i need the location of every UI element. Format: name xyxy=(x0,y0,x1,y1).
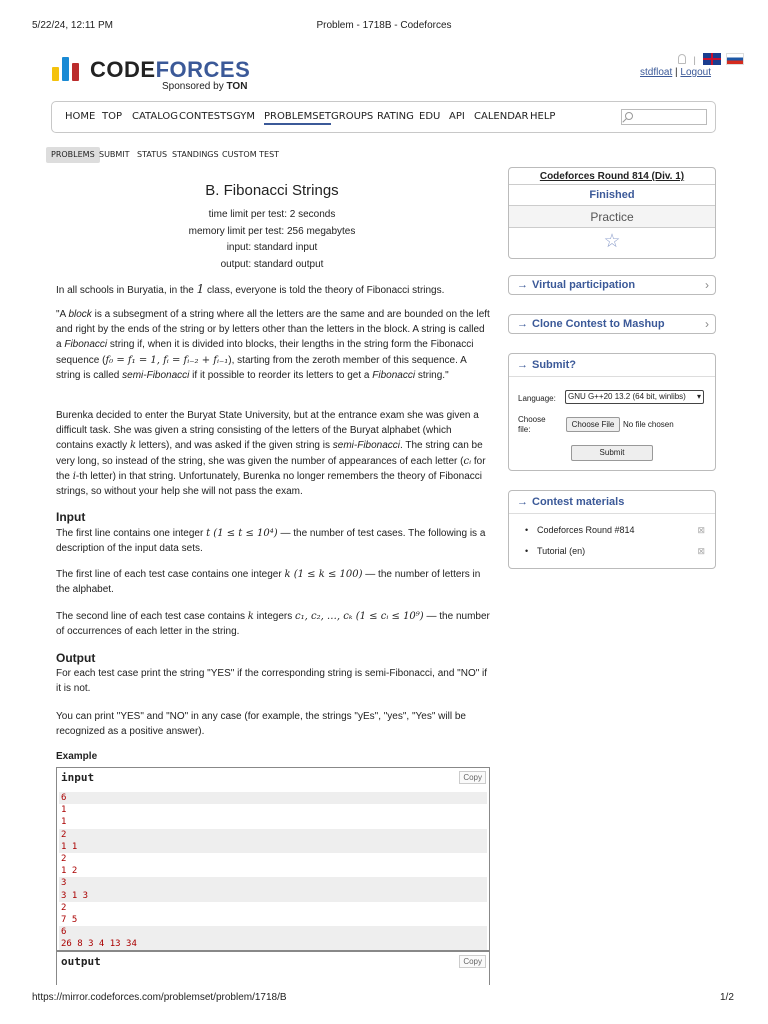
time-limit: time limit per test: 2 seconds xyxy=(208,209,336,220)
input-section-title: Input xyxy=(56,510,86,524)
menu-groups[interactable]: GROUPS xyxy=(331,111,374,122)
divider: | xyxy=(693,55,696,65)
chevron-down-icon: ▾ xyxy=(696,392,701,401)
chevron-right-icon: › xyxy=(705,278,709,292)
chevron-right-icon: › xyxy=(705,317,709,331)
close-icon[interactable]: ⊠ xyxy=(697,546,705,556)
input-paragraph-1: The first line contains one integer t (1 ≤ t ≤ 10⁴) — the number of test cases. The following is a description of the input data sets. xyxy=(56,528,486,555)
choose-file-button[interactable]: Choose File xyxy=(566,417,620,432)
menu-rating[interactable]: RATING xyxy=(377,111,414,122)
material-item[interactable]: • Codeforces Round #814 xyxy=(537,525,635,535)
input-paragraph-2: The first line of each test case contains one integer k (1 ≤ k ≤ 100) — the number of letters in the alphabet. xyxy=(56,569,481,596)
sponsor-line: Sponsored by TON xyxy=(162,81,248,92)
sample-input-line: 6 xyxy=(59,792,487,804)
subnav-problems[interactable]: PROBLEMS xyxy=(46,147,100,163)
russian-flag-icon[interactable] xyxy=(726,53,744,65)
menu-top[interactable]: TOP xyxy=(102,111,123,122)
menu-edu[interactable]: EDU xyxy=(419,111,441,122)
sample-input-line: 2 xyxy=(59,829,487,841)
menu-contests[interactable]: CONTESTS xyxy=(179,111,233,122)
statement-paragraph-2: "A block is a subsegment of a string where all the letters are the same and are bounded on the left and right by the ends of the string or by letters other than the letters in the block. A string is called a Fibonacci string if, when it is divided into blocks, their lengths in the string form the Fibonacci sequence (f₀ = f₁ = 1, fᵢ = fᵢ₋₂ + fᵢ₋₁), starting from the zeroth member of this sequence. A string is called semi-Fibonacci if it possible to reorder its letters to get a Fibonacci string." xyxy=(56,309,490,381)
subnav-standings[interactable]: STANDINGS xyxy=(172,150,219,159)
output-paragraph-1: For each test case print the string "YES" if the corresponding string is semi-Fibonacci, and "NO" if it is not. xyxy=(56,668,488,695)
subnav-status[interactable]: STATUS xyxy=(137,150,168,159)
sample-input-line: 2 xyxy=(61,902,67,913)
copy-input-button[interactable]: Copy xyxy=(459,771,486,784)
print-page-title: Problem - 1718B - Codeforces xyxy=(316,20,452,31)
menu-help[interactable]: HELP xyxy=(530,111,556,122)
menu-gym[interactable]: GYM xyxy=(233,111,255,122)
main-menu xyxy=(51,101,716,133)
language-select[interactable] xyxy=(565,390,704,404)
sample-input-line: 1 2 xyxy=(61,866,78,877)
sample-input-line: 1 1 xyxy=(59,841,487,853)
sample-input-line: 3 xyxy=(59,877,487,889)
arrow-right-icon: → xyxy=(517,279,528,291)
sample-input-line: 2 xyxy=(61,853,67,864)
copy-output-button[interactable]: Copy xyxy=(459,955,486,968)
round-status: Finished xyxy=(509,185,715,206)
round-link[interactable]: Codeforces Round 814 (Div. 1) xyxy=(509,168,715,185)
sample-input-line: 1 xyxy=(61,817,67,828)
menu-calendar[interactable]: CALENDAR xyxy=(474,111,529,122)
problem-limits xyxy=(56,207,488,273)
output-paragraph-2: You can print "YES" and "NO" in any case (for example, the strings "yEs", "yes", "Yes" will be recognized as a positive answer). xyxy=(56,711,466,738)
practice-label: Practice xyxy=(509,206,715,228)
user-links xyxy=(640,67,711,78)
example-label: Example xyxy=(56,751,98,762)
arrow-right-icon: → xyxy=(517,496,528,508)
clone-contest-link[interactable]: Clone Contest to Mashup xyxy=(532,318,665,330)
sample-input-line: 1 xyxy=(61,805,67,816)
contest-materials-box xyxy=(508,490,716,569)
print-datetime: 5/22/24, 12:11 PM xyxy=(32,20,113,31)
footer-url: https://mirror.codeforces.com/problemset/problem/1718/B xyxy=(32,992,287,1003)
codeforces-logo[interactable] xyxy=(52,53,262,95)
subnav-custom-test[interactable]: CUSTOM TEST xyxy=(222,150,280,159)
menu-api[interactable]: API xyxy=(449,111,465,122)
material-item[interactable]: • Tutorial (en) xyxy=(537,546,585,556)
materials-title: Contest materials xyxy=(532,496,625,508)
problem-title: B. Fibonacci Strings xyxy=(205,182,339,199)
sample-input-line: 7 5 xyxy=(61,914,78,925)
memory-limit: memory limit per test: 256 megabytes xyxy=(188,225,356,237)
logo-wordmark: CODEFORCES xyxy=(90,57,251,82)
english-flag-icon[interactable] xyxy=(703,53,721,65)
input-spec: input: standard input xyxy=(226,242,318,253)
sample-input-lines xyxy=(59,792,487,950)
statement-paragraph-1: In all schools in Buryatia, in the 1 class, everyone is told the theory of Fibonacci strings. xyxy=(56,282,445,296)
menu-catalog[interactable]: CATALOG xyxy=(132,111,179,122)
menu-home[interactable]: HOME xyxy=(65,111,96,122)
arrow-right-icon: → xyxy=(517,359,528,371)
logout-link[interactable]: Logout xyxy=(680,67,712,78)
separator: | xyxy=(675,67,678,78)
virtual-participation-link[interactable]: Virtual participation xyxy=(532,279,636,291)
virtual-participation-box[interactable] xyxy=(508,275,716,295)
sample-output-box xyxy=(56,951,490,985)
close-icon[interactable]: ⊠ xyxy=(697,525,705,535)
profile-link[interactable]: stdfloat xyxy=(640,67,673,78)
input-paragraph-3: The second line of each test case contains k integers c₁, c₂, …, cₖ (1 ≤ cᵢ ≤ 10⁹) — the number of occurrences of each letter in the string. xyxy=(56,611,490,638)
bell-icon[interactable] xyxy=(678,54,686,64)
sample-output-title: output xyxy=(61,955,101,968)
contest-round-box xyxy=(508,167,716,259)
clone-contest-box[interactable] xyxy=(508,314,716,334)
logo-bars-icon xyxy=(52,55,82,81)
footer-page-number: 1/2 xyxy=(720,992,734,1003)
sample-input-line: 3 1 3 xyxy=(59,890,487,902)
choose-file-label: Choose file: xyxy=(518,415,546,434)
sample-input-line: 6 xyxy=(59,926,487,938)
no-file-text: No file chosen xyxy=(623,420,674,429)
language-label: Language: xyxy=(518,394,556,403)
submit-title: Submit? xyxy=(532,359,576,371)
language-switch xyxy=(678,50,744,68)
arrow-right-icon: → xyxy=(517,318,528,330)
subnav-submit[interactable]: SUBMIT xyxy=(99,150,130,159)
sample-input-title: input xyxy=(61,771,95,784)
sample-input-line: 26 8 3 4 13 34 xyxy=(59,938,487,950)
output-section-title: Output xyxy=(56,651,96,665)
statement-paragraph-3: Burenka decided to enter the Buryat State University, but at the entrance exam she was given a difficult task. She was given a string consisting of the letters of the Buryat alphabet (which contains exactly k letters), and was asked if the given string is semi-Fibonacci. The string can be very long, so instead of the string, she was given the number of appearances of each letter (cᵢ for the i-th letter) in that string. Unfortunately, Burenka no longer remembers the theory of Fibonacci strings, so without your help she will not pass the exam. xyxy=(56,410,486,498)
sample-input-box xyxy=(56,767,490,951)
star-icon[interactable]: ☆ xyxy=(603,231,621,252)
menu-problemset[interactable]: PROBLEMSET xyxy=(264,111,331,125)
output-spec: output: standard output xyxy=(220,258,324,270)
search-input[interactable] xyxy=(621,109,707,125)
submit-button[interactable]: Submit xyxy=(571,445,653,461)
language-value: GNU G++20 13.2 (64 bit, winlibs) xyxy=(568,392,686,401)
